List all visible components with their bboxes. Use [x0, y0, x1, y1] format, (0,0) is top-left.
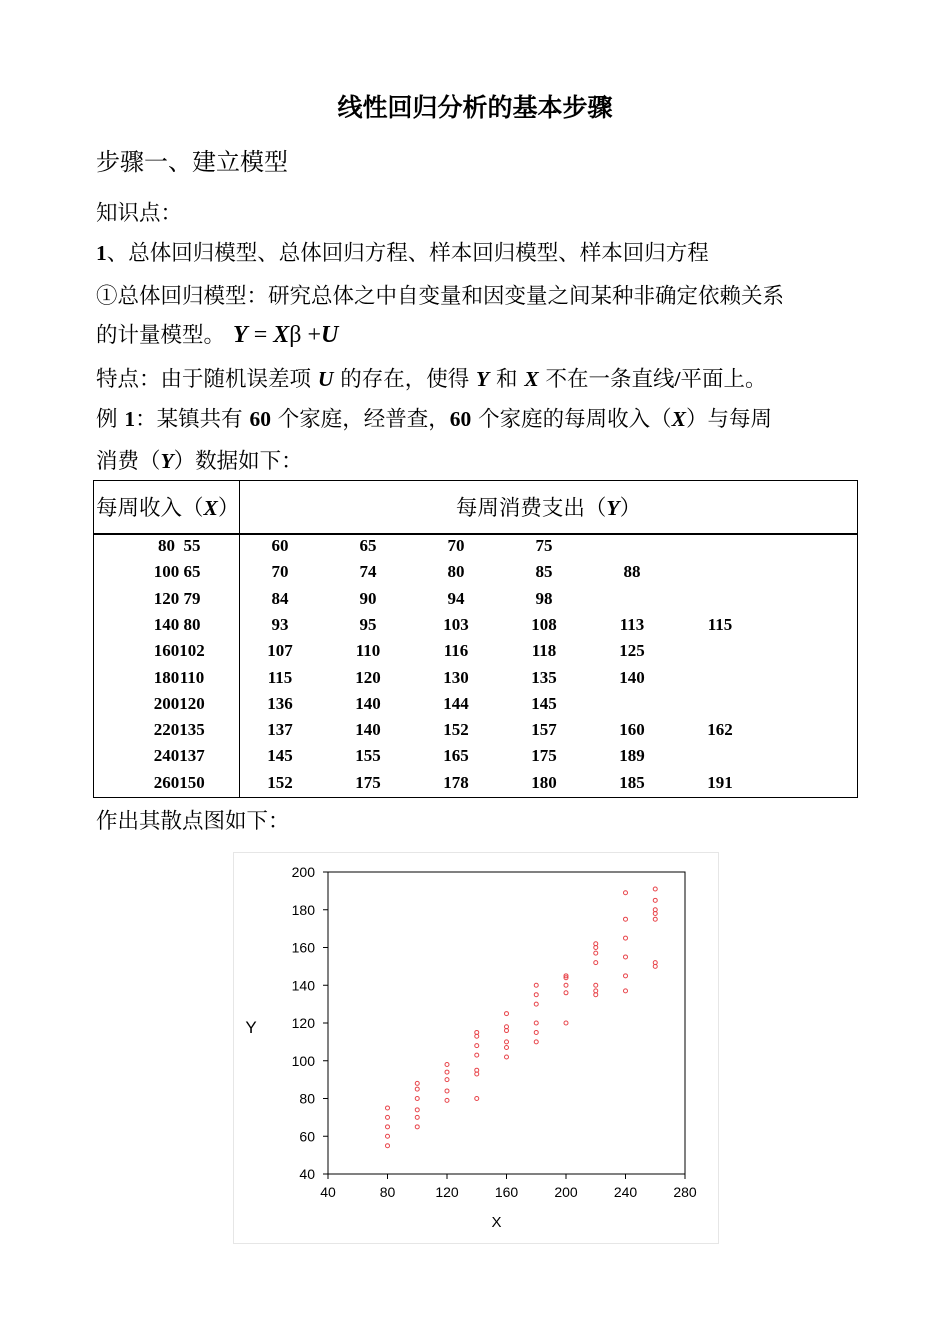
scatter-plot-svg — [233, 852, 719, 1244]
data-point — [653, 917, 657, 921]
table-header-divider — [94, 533, 857, 535]
data-point — [534, 983, 538, 987]
feature-slash: / — [674, 367, 681, 391]
data-point — [624, 974, 628, 978]
example-text-g: ）数据如下： — [173, 449, 303, 474]
example-text-a: 例 — [96, 407, 125, 432]
feature-text-b: 的存在，使得 — [333, 367, 477, 392]
x-tick-label: 80 — [379, 1184, 396, 1200]
x-tick-label: 160 — [494, 1184, 519, 1200]
data-point — [386, 1125, 390, 1129]
example-var-x: X — [671, 407, 686, 431]
table-cell-consumption: 155 — [355, 746, 381, 766]
example-text-e: ）与每周 — [685, 407, 772, 432]
y-tick-label: 140 — [291, 977, 315, 994]
data-point — [505, 1055, 509, 1059]
feature-text-a: 特点：由于随机误差项 — [96, 367, 318, 392]
example-var-y: Y — [160, 449, 174, 473]
table-cell-consumption: 185 — [619, 772, 645, 792]
table-cell-consumption: 189 — [619, 746, 645, 766]
table-cell-consumption: 102 — [179, 641, 205, 661]
formula-u: U — [321, 322, 339, 348]
table-cell-consumption: 130 — [443, 667, 469, 687]
data-point — [594, 961, 598, 965]
example-text-f: 消费（ — [96, 449, 161, 474]
data-point — [594, 951, 598, 955]
table-cell-consumption: 140 — [355, 720, 381, 740]
formula-y: Y — [233, 322, 248, 348]
table-header-consumption — [240, 491, 857, 522]
data-point — [415, 1097, 419, 1101]
header-income-var: X — [203, 496, 218, 520]
table-cell-consumption: 80 — [447, 562, 465, 582]
formula-x: X — [273, 322, 290, 348]
data-point — [445, 1089, 449, 1093]
data-point — [386, 1115, 390, 1119]
data-point — [415, 1087, 419, 1091]
table-cell-consumption: 98 — [535, 588, 553, 608]
y-tick-label: 120 — [291, 1015, 315, 1031]
table-cell-consumption: 115 — [707, 614, 733, 634]
table-cell-income: 140 — [153, 614, 180, 634]
data-point — [505, 1040, 509, 1044]
table-cell-consumption: 140 — [355, 693, 381, 713]
data-point — [415, 1125, 419, 1129]
table-cell-income: 180 — [153, 667, 180, 687]
example-line-1 — [96, 402, 772, 433]
y-tick-label: 200 — [291, 864, 315, 880]
y-axis-label: Y — [245, 1018, 257, 1037]
table-header-income — [96, 491, 239, 522]
example-text-c: 个家庭，经普查， — [270, 407, 450, 432]
table-cell-consumption: 140 — [619, 667, 645, 687]
table-cell-consumption: 90 — [359, 588, 377, 608]
data-point — [415, 1108, 419, 1112]
table-cell-consumption: 95 — [359, 614, 377, 634]
table-cell-consumption: 162 — [707, 720, 733, 740]
table-cell-consumption: 116 — [443, 641, 469, 661]
feature-text-c: 和 — [489, 367, 525, 392]
data-point — [534, 1002, 538, 1006]
table-cell-consumption: 74 — [359, 562, 377, 582]
table-cell-consumption: 178 — [443, 772, 469, 792]
table-cell-consumption: 65 — [359, 536, 377, 555]
example-text-b: ：某镇共有 — [135, 407, 250, 432]
formula-plus: + — [301, 322, 322, 348]
data-point — [594, 983, 598, 987]
data-point — [624, 891, 628, 895]
para-1-line-2 — [96, 318, 338, 349]
header-income-text: 每周收入（ — [96, 496, 204, 521]
example-count-1: 60 — [249, 407, 271, 431]
data-point — [475, 1044, 479, 1048]
y-tick-label: 40 — [299, 1166, 315, 1182]
table-cell-consumption: 55 — [183, 536, 201, 555]
table-cell-consumption: 144 — [443, 693, 469, 713]
feature-text-e: 平面上。 — [680, 367, 767, 392]
table-cell-consumption: 79 — [183, 588, 201, 608]
data-point — [505, 1046, 509, 1050]
knowledge-label: 知识点： — [96, 201, 183, 226]
feature-var-x: X — [524, 367, 539, 391]
table-cell-income: 100 — [153, 562, 180, 582]
table-cell-consumption: 85 — [535, 562, 553, 582]
table-cell-consumption: 160 — [619, 720, 645, 740]
data-point — [534, 993, 538, 997]
x-axis-label: X — [491, 1214, 502, 1231]
data-point — [445, 1098, 449, 1102]
data-point — [564, 991, 568, 995]
table-cell-consumption: 152 — [267, 772, 293, 792]
table-cell-consumption: 80 — [183, 614, 201, 634]
table-cell-consumption: 75 — [535, 536, 553, 555]
example-number: 1 — [124, 407, 136, 431]
data-point — [445, 1078, 449, 1082]
plot-area — [328, 872, 685, 1174]
table-cell-consumption: 136 — [267, 693, 293, 713]
header-consumption-text: 每周消费支出（ — [455, 496, 607, 521]
feature-var-u: U — [317, 367, 334, 391]
table-cell-income: 120 — [153, 588, 180, 608]
table-cell-consumption: 137 — [267, 720, 293, 740]
data-point — [386, 1144, 390, 1148]
formula-beta: β — [289, 322, 302, 348]
table-cell-income: 160 — [153, 641, 180, 661]
data-point — [386, 1134, 390, 1138]
x-tick-label: 240 — [613, 1184, 638, 1200]
data-point — [475, 1097, 479, 1101]
data-point — [624, 955, 628, 959]
table-cell-consumption: 125 — [619, 641, 645, 661]
table-cell-consumption: 118 — [531, 641, 557, 661]
feature-line — [96, 362, 767, 393]
table-cell-income: 200 — [153, 693, 180, 713]
x-tick-label: 280 — [673, 1184, 697, 1200]
x-tick-label: 200 — [554, 1184, 578, 1200]
data-point — [386, 1106, 390, 1110]
table-cell-consumption: 107 — [267, 641, 293, 661]
example-text-d: 个家庭的每周收入（ — [471, 407, 672, 432]
example-count-2: 60 — [449, 407, 472, 431]
table-cell-consumption: 70 — [447, 536, 465, 555]
feature-text-d: 不在一条直线 — [538, 367, 675, 392]
table-cell-consumption: 108 — [531, 614, 557, 634]
data-point — [624, 936, 628, 940]
step-heading: 步骤一、建立模型 — [96, 148, 288, 176]
table-cell-consumption: 88 — [623, 562, 641, 582]
regression-formula — [233, 322, 338, 348]
data-point — [534, 1030, 538, 1034]
table-cell-consumption: 157 — [531, 720, 557, 740]
data-point — [415, 1115, 419, 1119]
data-point — [415, 1081, 419, 1085]
data-point — [564, 983, 568, 987]
data-point — [564, 1021, 568, 1025]
table-cell-consumption: 150 — [179, 772, 205, 792]
page-title: 线性回归分析的基本步骤 — [337, 93, 613, 122]
data-point — [534, 1040, 538, 1044]
para-1-text: 的计量模型。 — [96, 323, 226, 348]
data-point — [534, 1021, 538, 1025]
data-point — [624, 917, 628, 921]
scatter-caption: 作出其散点图如下： — [96, 809, 290, 834]
table-cell-consumption: 70 — [271, 562, 289, 582]
table-cell-consumption: 135 — [531, 667, 557, 687]
y-tick-label: 180 — [291, 901, 315, 918]
table-cell-consumption: 103 — [443, 614, 469, 634]
table-cell-consumption: 175 — [531, 746, 557, 766]
y-tick-label: 160 — [291, 939, 315, 956]
table-cell-consumption: 84 — [271, 588, 289, 608]
table-cell-consumption: 145 — [267, 746, 293, 766]
data-point — [445, 1063, 449, 1067]
example-line-2 — [96, 444, 303, 475]
table-cell-consumption: 65 — [183, 562, 201, 582]
table-cell-consumption: 113 — [619, 614, 645, 634]
table-cell-consumption: 191 — [707, 772, 733, 792]
data-point — [653, 887, 657, 891]
x-tick-label: 120 — [435, 1184, 459, 1200]
data-point — [624, 989, 628, 993]
table-cell-income: 260 — [153, 772, 180, 792]
table-cell-consumption: 145 — [531, 693, 557, 713]
data-point — [505, 1012, 509, 1016]
table-cell-income: 220 — [153, 720, 180, 740]
table-cell-consumption: 60 — [271, 536, 289, 555]
header-consumption-var: Y — [606, 496, 620, 520]
table-cell-consumption: 120 — [355, 667, 381, 687]
y-tick-label: 100 — [291, 1052, 315, 1069]
table-cell-consumption: 137 — [179, 746, 205, 766]
table-cell-consumption: 94 — [447, 588, 465, 608]
table-cell-income: 80 — [158, 536, 175, 555]
data-table — [93, 480, 858, 798]
para-1-line-1: ①总体回归模型：研究总体之中自变量和因变量之间某种非确定依赖关系 — [96, 284, 785, 309]
y-tick-label: 60 — [299, 1128, 315, 1145]
table-cell-consumption: 175 — [355, 772, 381, 792]
header-income-close: ） — [217, 496, 240, 521]
table-cell-consumption: 152 — [443, 720, 469, 740]
item-1-number: 1 — [96, 241, 107, 265]
table-cell-consumption: 115 — [267, 667, 293, 687]
data-point — [475, 1053, 479, 1057]
table-cell-consumption: 165 — [443, 746, 469, 766]
table-cell-income: 240 — [153, 746, 180, 766]
y-tick-label: 80 — [299, 1090, 315, 1107]
table-cell-consumption: 93 — [271, 614, 289, 634]
formula-eq: = — [247, 322, 274, 348]
data-point — [445, 1070, 449, 1074]
header-consumption-close: ） — [619, 496, 642, 521]
item-1-text: 、总体回归模型、总体回归方程、样本回归模型、样本回归方程 — [106, 241, 709, 266]
table-cell-consumption: 120 — [179, 693, 205, 713]
table-cell-consumption: 110 — [179, 667, 205, 687]
feature-var-y: Y — [476, 367, 490, 391]
table-cell-consumption: 180 — [531, 772, 557, 792]
x-tick-label: 40 — [320, 1184, 336, 1200]
table-cell-consumption: 110 — [355, 641, 381, 661]
table-column-divider — [239, 481, 240, 797]
item-1 — [96, 236, 709, 267]
scatter-chart — [233, 852, 719, 1244]
table-cell-consumption: 135 — [179, 720, 205, 740]
data-point — [653, 898, 657, 902]
